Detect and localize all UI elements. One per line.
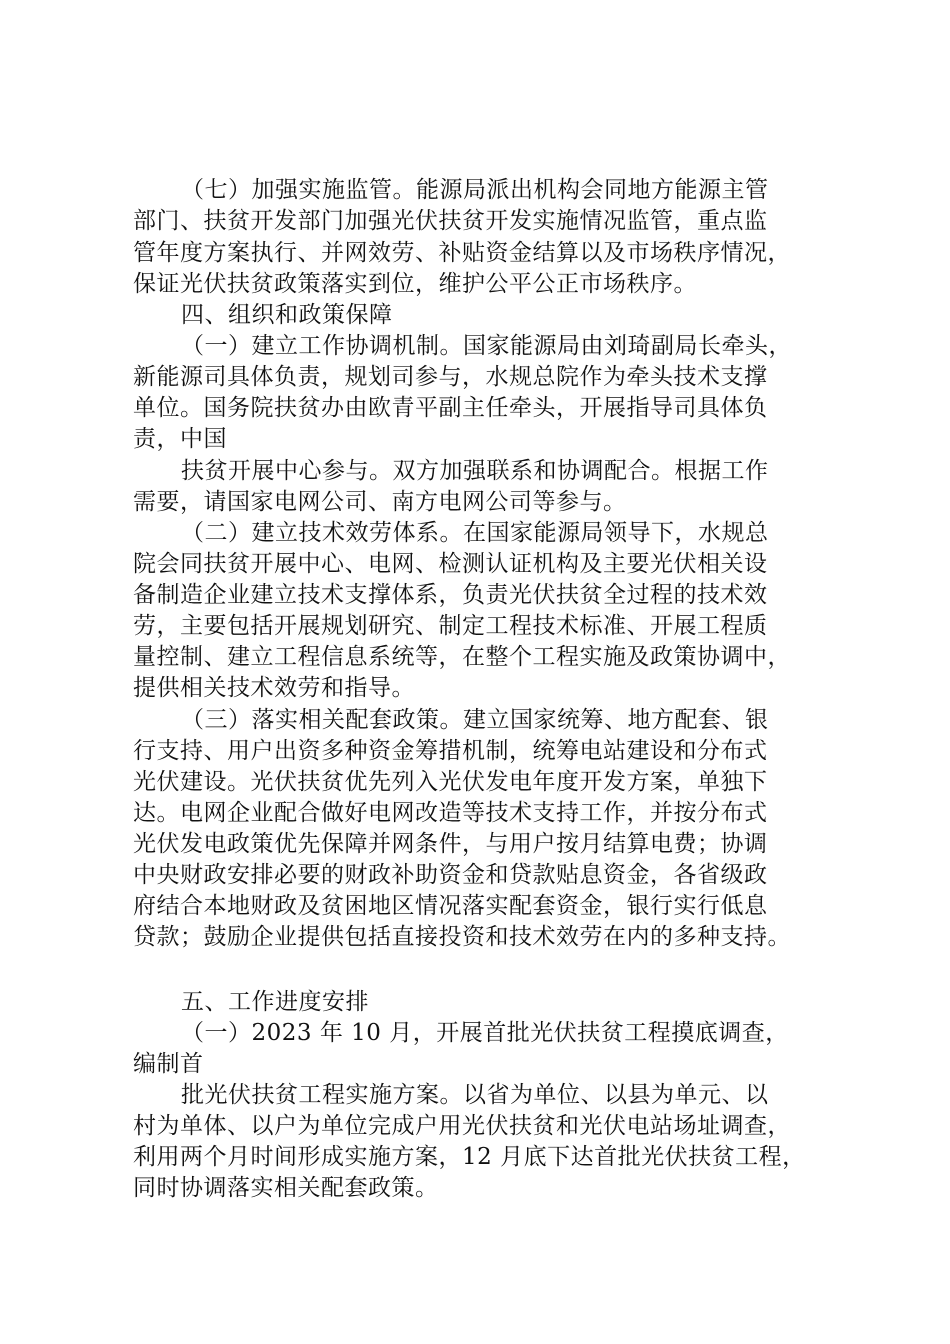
text-line: 量控制、建立工程信息系统等，在整个工程实施及政策协调中， (133, 644, 791, 670)
text-line: 保证光伏扶贫政策落实到位，维护公平公正市场秩序。 (133, 271, 697, 297)
text-line: 单位。国务院扶贫办由欧青平副主任牵头，开展指导司具体负 (133, 395, 768, 421)
text-line: 光伏发电政策优先保障并网条件，与用户按月结算电费；协调 (133, 831, 768, 857)
text-line: 达。电网企业配合做好电网改造等技术支持工作，并按分布式 (133, 800, 768, 826)
section-heading: 五、工作进度安排 (181, 989, 369, 1015)
text-line: 光伏建设。光伏扶贫优先列入光伏发电年度开发方案，单独下 (133, 769, 768, 795)
text-line: 府结合本地财政及贫困地区情况落实配套资金，银行实行低息 (133, 893, 768, 919)
text-line: （一）2023 年 10 月，开展首批光伏扶贫工程摸底调查， (181, 1020, 789, 1046)
text-line: 部门、扶贫开发部门加强光伏扶贫开发实施情况监管，重点监 (133, 208, 768, 234)
text-line: 责，中国 (133, 426, 227, 452)
text-line: 需要，请国家电网公司、南方电网公司等参与。 (133, 489, 627, 515)
text-line: 新能源司具体负责，规划司参与，水规总院作为牵头技术支撑 (133, 364, 768, 390)
text-line: 同时协调落实相关配套政策。 (133, 1175, 439, 1201)
text-line: （二）建立技术效劳体系。在国家能源局领导下，水规总 (181, 520, 769, 546)
text-line: 编制首 (133, 1051, 204, 1077)
section-heading: 四、组织和政策保障 (181, 302, 393, 328)
text-line: 备制造企业建立技术支撑体系，负责光伏扶贫全过程的技术效 (133, 582, 768, 608)
text-line: 院会同扶贫开展中心、电网、检测认证机构及主要光伏相关设 (133, 551, 768, 577)
text-line: 中央财政安排必要的财政补助资金和贷款贴息资金，各省级政 (133, 862, 768, 888)
text-line: （七）加强实施监管。能源局派出机构会同地方能源主管 (181, 177, 769, 203)
text-line: 扶贫开展中心参与。双方加强联系和协调配合。根据工作 (181, 458, 769, 484)
text-line: 提供相关技术效劳和指导。 (133, 675, 415, 701)
text-line: （三）落实相关配套政策。建立国家统筹、地方配套、银 (181, 707, 769, 733)
text-line: 管年度方案执行、并网效劳、补贴资金结算以及市场秩序情况， (133, 240, 791, 266)
text-line: 村为单体、以户为单位完成户用光伏扶贫和光伏电站场址调查， (133, 1113, 791, 1139)
text-line: 批光伏扶贫工程实施方案。以省为单位、以县为单元、以 (181, 1082, 769, 1108)
text-line: 行支持、用户出资多种资金筹措机制，统筹电站建设和分布式 (133, 738, 768, 764)
text-line: 劳，主要包括开展规划研究、制定工程技术标准、开展工程质 (133, 613, 768, 639)
text-line: （一）建立工作协调机制。国家能源局由刘琦副局长牵头， (181, 333, 792, 359)
text-line: 利用两个月时间形成实施方案，12 月底下达首批光伏扶贫工程， (133, 1144, 806, 1170)
text-line: 贷款；鼓励企业提供包括直接投资和技术效劳在内的多种支持。 (133, 924, 791, 950)
